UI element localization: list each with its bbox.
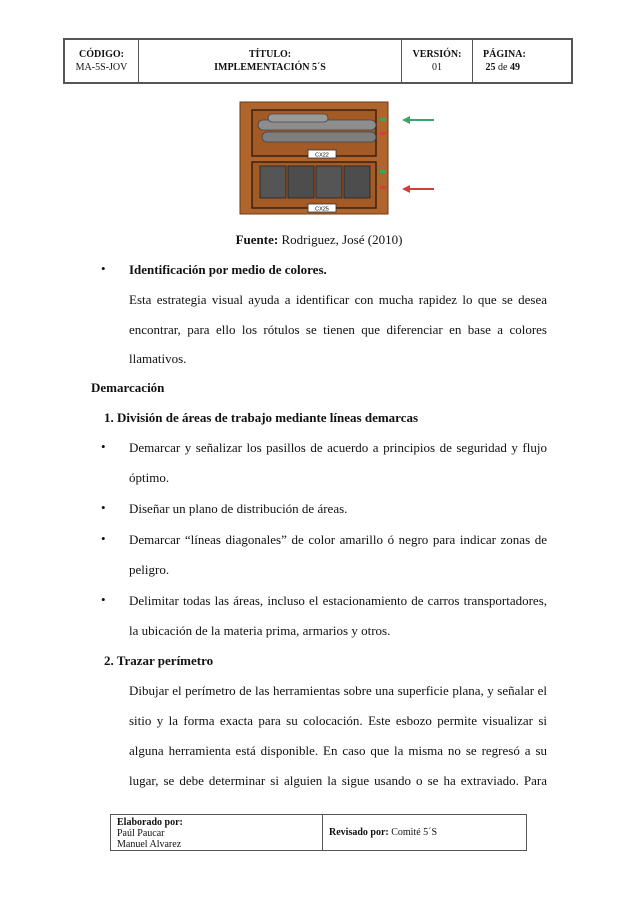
paragraph-line4: lugar, se debe determinar si alguien la sigue usando o se ha extraviado. Para bbox=[129, 773, 547, 788]
green-arrow-icon bbox=[402, 116, 434, 124]
title-value: IMPLEMENTACIÓN 5´S bbox=[214, 62, 326, 73]
bullet5-line1: Delimitar todas las áreas, incluso el estacionamiento de carros transportadores, bbox=[129, 593, 547, 608]
version-value: 01 bbox=[432, 62, 442, 73]
title-cell bbox=[139, 40, 402, 82]
figure-caption bbox=[0, 232, 638, 248]
author-2: Manuel Alvarez bbox=[117, 839, 182, 850]
red-arrow-icon bbox=[402, 185, 434, 193]
bullet-5 bbox=[101, 592, 106, 608]
label-top: CX22 bbox=[315, 152, 329, 159]
bullet1-line2: encontrar, para ello los rótulos se tienen que diferenciar en base a colores bbox=[129, 322, 547, 337]
document-header bbox=[63, 38, 573, 84]
page-number bbox=[483, 61, 520, 74]
author-1: Paúl Paucar bbox=[117, 828, 165, 839]
made-by-cell bbox=[111, 815, 323, 850]
page-total: 49 bbox=[509, 62, 520, 73]
bullet5-line2: la ubicación de la materia prima, armarios y otros. bbox=[129, 623, 391, 638]
page-sep: de bbox=[498, 62, 508, 73]
bullet2-line1: Demarcar y señalizar los pasillos de acuerdo a principios de seguridad y flujo bbox=[129, 440, 547, 455]
bullet4-line2: peligro. bbox=[129, 562, 170, 577]
version-label: VERSIÓN: bbox=[412, 49, 462, 60]
paragraph-line2: sitio y la forma exacta para su colocación. Este esbozo permite visualizar si bbox=[129, 713, 547, 728]
bullet-2 bbox=[101, 439, 106, 455]
cabinet-illustration bbox=[238, 100, 438, 216]
made-by-label: Elaborado por: bbox=[117, 817, 183, 828]
paragraph-line1: Dibujar el perímetro de las herramientas sobre una superficie plana, y señalar el bbox=[129, 683, 547, 698]
code-value: MA-5S-JOV bbox=[75, 62, 128, 73]
version-cell bbox=[402, 40, 473, 82]
bullet1-line3: llamativos. bbox=[129, 351, 187, 366]
page-cell bbox=[473, 40, 571, 82]
paragraph-line3: alguna herramienta está disponible. En caso que la misma no se regresó a su bbox=[129, 743, 547, 758]
code-label: CÓDIGO: bbox=[79, 49, 124, 60]
caption-text: Rodriguez, José (2010) bbox=[281, 232, 403, 247]
page-current: 25 bbox=[485, 62, 496, 73]
reviewed-label: Revisado por: bbox=[329, 827, 389, 838]
bullet1-line1: Esta estrategia visual ayuda a identificar con mucha rapidez lo que se desea bbox=[129, 292, 547, 307]
title-label: TÍTULO: bbox=[248, 49, 292, 60]
code-cell bbox=[65, 40, 139, 82]
reviewed-by-cell bbox=[323, 815, 526, 850]
bullet2-line2: óptimo. bbox=[129, 470, 170, 485]
bullet-3 bbox=[101, 500, 106, 516]
page-label: PÁGINA: bbox=[483, 49, 526, 60]
numbered-item-1: 1. División de áreas de trabajo mediante líneas demarcas bbox=[104, 410, 419, 425]
numbered-item-2: 2. Trazar perímetro bbox=[104, 653, 214, 668]
document-footer bbox=[110, 814, 527, 851]
bullet1-title: Identificación por medio de colores. bbox=[129, 262, 327, 277]
reviewed-value: Comité 5´S bbox=[391, 827, 438, 838]
bullet-4 bbox=[101, 531, 106, 547]
bullet4-line1: Demarcar “líneas diagonales” de color amarillo ó negro para indicar zonas de bbox=[129, 532, 547, 547]
label-bottom: CX25 bbox=[315, 206, 329, 213]
bullet3-line1: Diseñar un plano de distribución de áreas. bbox=[129, 501, 348, 516]
bullet-1 bbox=[101, 261, 106, 277]
section-heading: Demarcación bbox=[91, 380, 165, 395]
caption-label: Fuente: bbox=[235, 232, 279, 247]
